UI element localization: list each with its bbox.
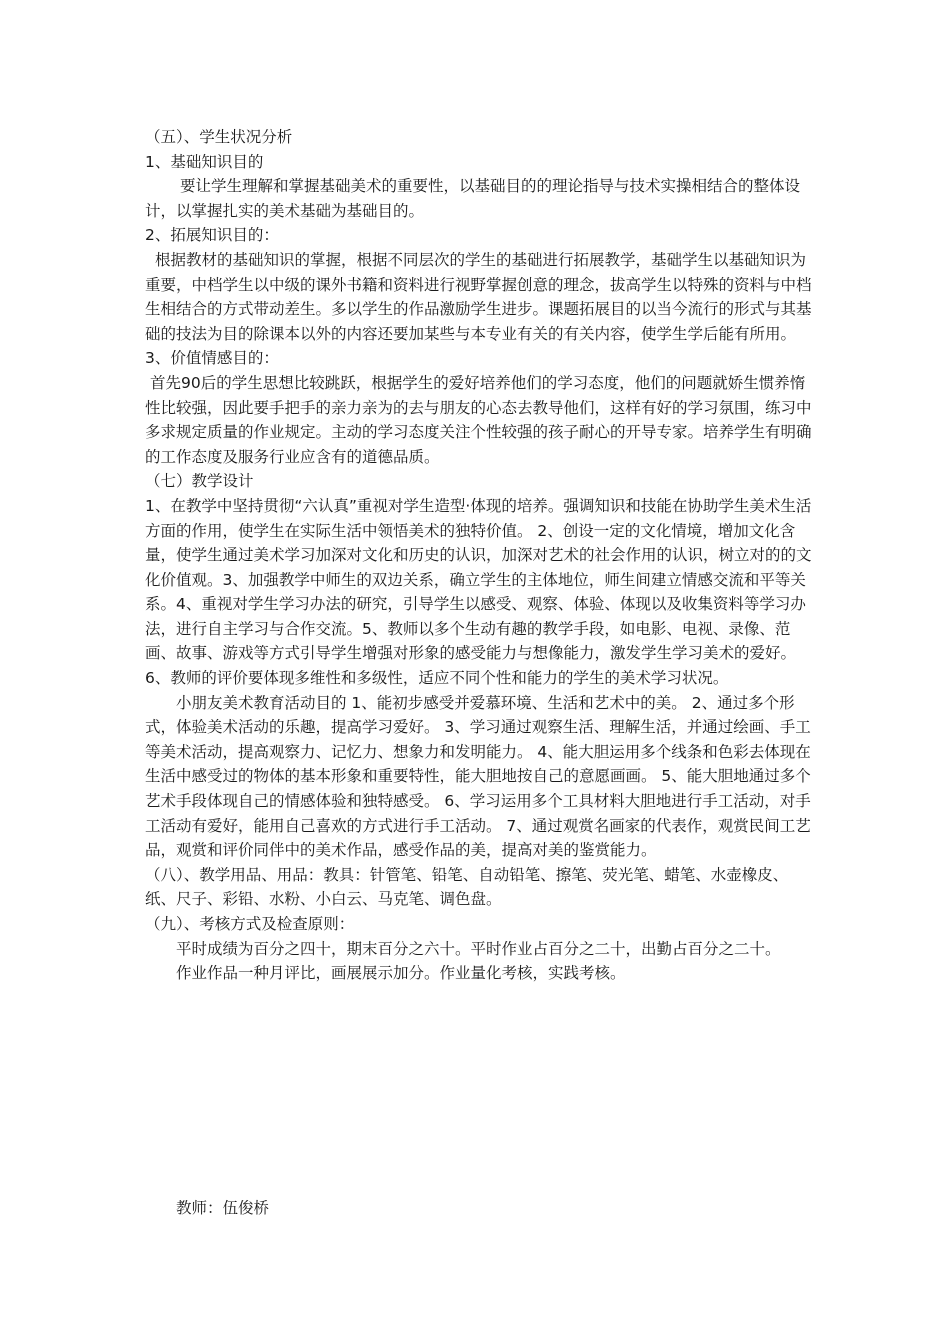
- teacher-signature: 教师：伍俊桥: [176, 1199, 270, 1217]
- subheading-basic-knowledge: 1、基础知识目的: [145, 152, 264, 171]
- paragraph-children-art-goals: 小朋友美术教育活动目的 1、能初步感受并爱慕环境、生活和艺术中的美。 2、通过多个形式，体验美术活动的乐趣，提高学习爱好。 3、学习通过观察生活、理解生活，并通过绘画、手工等美术活动，提高观察力、记忆力、想象力和发明能力。 4、能大胆运用多个线条和色彩去体现在生活中感受过的物体的基本形象和重要特性，能大胆地按自己的意愿画画。 5、能大胆地通过多个艺术手段体现自己的情感体验和独特感受。 6、学习运用多个工具材料大胆地进行手工活动，对手工活动有爱好，能用自己喜欢的方式进行手工活动。 7、通过观赏名画家的代表作，观赏民间工艺品，观赏和评价同伴中的美术作品，感受作品的美，提高对美的鉴赏能力。: [145, 693, 811, 860]
- document-body: [145, 125, 813, 986]
- subheading-extended-knowledge: 2、拓展知识目的：: [145, 226, 279, 245]
- paragraph-teaching-design: 1、在教学中坚持贯彻“六认真”重视对学生造型·体现的培养。强调知识和技能在协助学生美术生活方面的作用，使学生在实际生活中领悟美术的独特价值。 2、创设一定的文化情境，增加文化含量，使学生通过美术学习加深对文化和历史的认识，加深对艺术的社会作用的认识，树立对的的文化价值观。3、加强教学中师生的双边关系，确立学生的主体地位，师生间建立情感交流和平等关系。4、重视对学生学习办法的研究，引导学生以感受、观察、体验、体现以及收集资料等学习办法，进行自主学习与合作交流。5、教师以多个生动有趣的教学手段，如电影、电视、录像、范画、故事、游戏等方式引导学生增强对形象的感受能力与想像能力，激发学生学习美术的爱好。6、教师的评价要体现多维性和多级性，适应不同个性和能力的学生的美术学习状况。: [145, 496, 812, 688]
- paragraph-teaching-supplies: （八）、教学用品、用品：教具：针管笔、铅笔、自动铅笔、擦笔、荧光笔、蜡笔、水壶橡皮、纸、尺子、彩铅、水粉、小白云、马克笔、调色盘。: [145, 865, 789, 909]
- paragraph-basic-knowledge: 要让学生理解和掌握基础美术的重要性，以基础目的的理论指导与技术实操相结合的整体设计，以掌握扎实的美术基础为基础目的。: [145, 177, 801, 220]
- section-heading-5: （五）、学生状况分析: [145, 128, 293, 146]
- section-heading-7: （七）教学设计: [145, 472, 254, 491]
- paragraph-assessment: 作业作品一种月评比，画展展示加分。作业量化考核，实践考核。: [176, 964, 626, 983]
- section-heading-9: （九）、考核方式及检查原则：: [145, 915, 355, 933]
- subheading-value-emotion: 3、价值情感目的：: [145, 349, 279, 368]
- paragraph-extended-knowledge: 根据教材的基础知识的掌握，根据不同层次的学生的基础进行拓展教学，基础学生以基础知识为重要，中档学生以中级的课外书籍和资料进行视野掌握创意的理念，拔高学生以特殊的资料与中档生相结合的方式带动差生。多以学生的作品激励学生进步。课题拓展目的以当今流行的形式与其基础的技法为目的除课本以外的内容还要加某些与本专业有关的有关内容，使学生学后能有所用。: [145, 250, 812, 343]
- paragraph-value-emotion: 首先90后的学生思想比较跳跃，根据学生的爱好培养他们的学习态度，他们的问题就娇生惯养惰性比较强，因此要手把手的亲力亲为的去与朋友的心态去教导他们，这样有好的学习氛围，练习中多求规定质量的作业规定。主动的学习态度关注个性较强的孩子耐心的开导专家。培养学生有明确的工作态度及服务行业应含有的道德品质。: [145, 373, 812, 466]
- paragraph-grading: 平时成绩为百分之四十，期末百分之六十。平时作业占百分之二十，出勤占百分之二十。: [176, 939, 781, 958]
